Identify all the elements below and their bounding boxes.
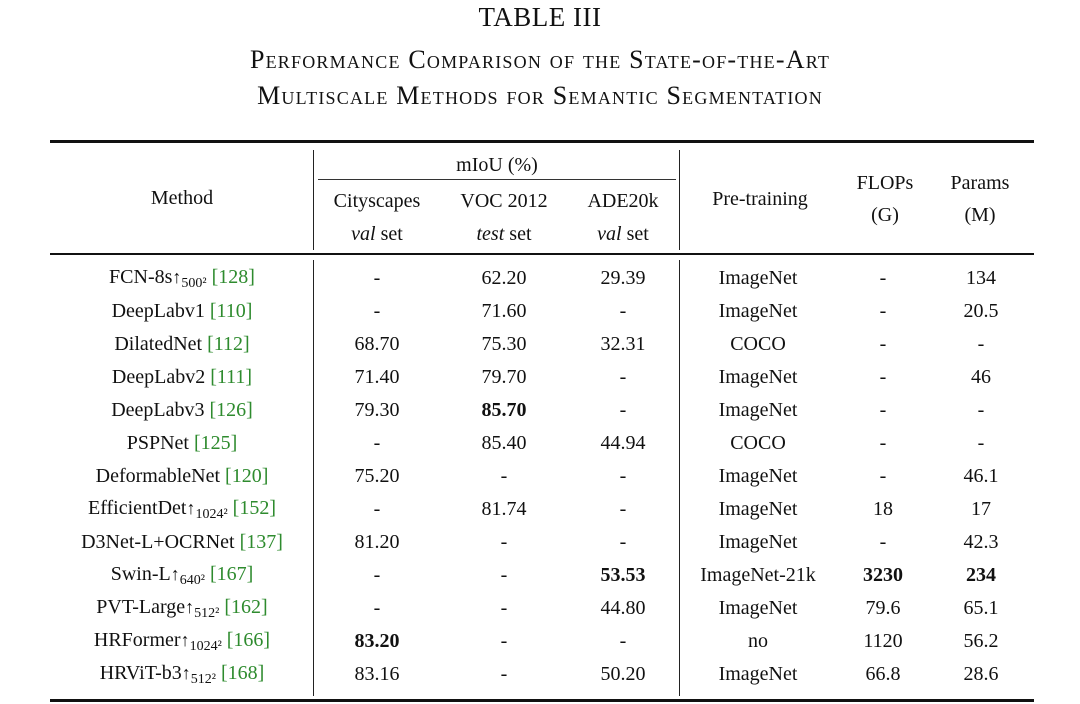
pretrain-cell: ImageNet — [718, 399, 798, 421]
method-name: D3Net-L+OCRNet — [81, 531, 235, 553]
pretrain-cell: ImageNet — [718, 663, 798, 685]
top-rule — [50, 140, 1034, 143]
citation-link[interactable]: [152] — [232, 496, 276, 519]
table-row — [50, 328, 1034, 361]
flops-cell: - — [879, 399, 887, 421]
method-cell — [50, 328, 314, 361]
voc-cell: - — [500, 531, 508, 553]
voc-cell: 79.70 — [481, 366, 527, 388]
cityscapes-cell: 83.20 — [354, 630, 400, 652]
method-name: PVT-Large — [96, 595, 186, 618]
table-title-line-2: Multiscale Methods for Semantic Segmentation — [257, 81, 823, 110]
params-cell: - — [977, 333, 985, 355]
method-cell — [50, 427, 314, 460]
method-name: DeformableNet — [95, 465, 221, 487]
method-cell — [50, 493, 314, 526]
flops-cell: 18 — [873, 498, 893, 520]
ade-cell: - — [619, 465, 627, 487]
voc-cell: 85.70 — [481, 399, 527, 421]
method-cell — [50, 262, 314, 295]
voc-cell: - — [500, 663, 508, 685]
upsample-arrow-icon: ↑ — [181, 662, 191, 683]
method-name: Swin-L — [110, 562, 171, 585]
params-cell: 20.5 — [963, 300, 999, 322]
table-row — [50, 460, 1034, 493]
header-flops: FLOPs — [856, 172, 914, 194]
upsample-arrow-icon: ↑ — [185, 596, 195, 617]
input-resolution: 500² — [181, 275, 207, 291]
table-row — [50, 559, 1034, 592]
table-row — [50, 262, 1034, 295]
table-row — [50, 658, 1034, 691]
upsample-arrow-icon: ↑ — [172, 266, 182, 287]
header-ade: ADE20k — [587, 190, 659, 212]
ade-cell: 29.39 — [600, 267, 646, 289]
flops-cell: 3230 — [863, 564, 903, 586]
table-row — [50, 493, 1034, 526]
cityscapes-cell: - — [373, 597, 381, 619]
params-cell: 234 — [966, 564, 996, 586]
table-row — [50, 361, 1034, 394]
table-row — [50, 526, 1034, 559]
params-cell: - — [977, 432, 985, 454]
header-flops-unit: (G) — [871, 204, 899, 226]
input-resolution: 640² — [179, 572, 205, 588]
method-name: EfficientDet — [87, 496, 187, 519]
pretrain-cell: ImageNet — [718, 465, 798, 487]
cityscapes-cell: - — [373, 432, 381, 454]
header-params-unit: (M) — [964, 204, 996, 226]
citation-link[interactable]: [126] — [209, 399, 253, 421]
method-name: DilatedNet — [114, 333, 203, 355]
table-number: TABLE III — [478, 2, 602, 32]
method-cell — [50, 460, 314, 493]
header-voc: VOC 2012 — [460, 190, 548, 212]
bottom-rule — [50, 699, 1034, 702]
method-cell — [50, 559, 314, 592]
citation-link[interactable]: [120] — [225, 465, 269, 487]
cityscapes-cell: 75.20 — [354, 465, 400, 487]
ade-cell: - — [619, 366, 627, 388]
voc-cell: - — [500, 597, 508, 619]
citation-link[interactable]: [112] — [207, 333, 250, 355]
cityscapes-cell: 68.70 — [354, 333, 400, 355]
pretrain-cell: ImageNet — [718, 597, 798, 619]
table-row — [50, 394, 1034, 427]
method-name: DeepLabv3 — [111, 399, 205, 421]
flops-cell: - — [879, 267, 887, 289]
citation-link[interactable]: [111] — [210, 366, 253, 388]
input-resolution: 1024² — [189, 638, 222, 654]
voc-cell: 71.60 — [481, 300, 527, 322]
upsample-arrow-icon: ↑ — [186, 497, 196, 518]
cityscapes-cell: 71.40 — [354, 366, 400, 388]
input-resolution: 1024² — [195, 506, 228, 522]
flops-cell: - — [879, 465, 887, 487]
ade-cell: 44.94 — [600, 432, 646, 454]
method-name: FCN-8s — [109, 265, 173, 288]
cityscapes-cell: - — [373, 300, 381, 322]
voc-cell: 85.40 — [481, 432, 527, 454]
ade-cell: - — [619, 300, 627, 322]
table-row — [50, 625, 1034, 658]
voc-cell: - — [500, 630, 508, 652]
citation-link[interactable]: [110] — [209, 300, 253, 322]
pretrain-cell: ImageNet — [718, 366, 798, 388]
voc-cell: - — [500, 465, 508, 487]
pretrain-cell: ImageNet — [718, 498, 798, 520]
cityscapes-cell: - — [373, 267, 381, 289]
params-cell: 46 — [971, 366, 991, 388]
input-resolution: 512² — [190, 671, 216, 687]
params-cell: 28.6 — [963, 663, 999, 685]
ade-cell: - — [619, 630, 627, 652]
params-cell: 134 — [966, 267, 996, 289]
cityscapes-cell: 81.20 — [354, 531, 400, 553]
method-name: HRFormer — [93, 628, 181, 651]
voc-cell: 62.20 — [481, 267, 527, 289]
header-cityscapes-set: val set — [351, 223, 403, 245]
citation-link[interactable]: [162] — [224, 595, 268, 618]
method-cell — [50, 625, 314, 658]
header-cityscapes: Cityscapes — [333, 190, 421, 212]
flops-cell: 66.8 — [865, 663, 901, 685]
method-cell — [50, 394, 314, 427]
pretrain-cell: COCO — [730, 432, 786, 454]
params-cell: 65.1 — [963, 597, 999, 619]
table-row — [50, 295, 1034, 328]
ade-cell: - — [619, 531, 627, 553]
method-name: DeepLabv2 — [111, 366, 206, 388]
pretrain-cell: ImageNet — [718, 267, 798, 289]
table-row — [50, 592, 1034, 625]
header-method: Method — [150, 187, 214, 209]
results-table — [50, 262, 1034, 691]
method-cell — [50, 592, 314, 625]
flops-cell: - — [879, 333, 887, 355]
method-name: PSPNet — [126, 432, 189, 454]
ade-cell: 50.20 — [600, 663, 646, 685]
input-resolution: 512² — [194, 605, 220, 621]
ade-cell: 44.80 — [600, 597, 646, 619]
header-voc-set: test set — [476, 223, 532, 245]
flops-cell: - — [879, 366, 887, 388]
upsample-arrow-icon: ↑ — [170, 563, 180, 584]
params-cell: 17 — [971, 498, 991, 520]
cityscapes-cell: - — [373, 498, 381, 520]
citation-link[interactable]: [166] — [226, 628, 271, 651]
pretrain-cell: ImageNet — [718, 531, 798, 553]
ade-cell: - — [619, 498, 627, 520]
ade-cell: 53.53 — [600, 564, 646, 586]
ade-cell: - — [619, 399, 627, 421]
cityscapes-cell: 83.16 — [354, 663, 400, 685]
voc-cell: 81.74 — [481, 498, 527, 520]
upsample-arrow-icon: ↑ — [180, 629, 190, 650]
params-cell: 56.2 — [963, 630, 999, 652]
method-name: HRViT-b3 — [99, 661, 182, 684]
citation-link[interactable]: [125] — [193, 432, 238, 454]
table-title-line-1: Performance Comparison of the State-of-the-Art — [249, 45, 831, 74]
method-name: DeepLabv1 — [111, 300, 205, 322]
header-ade-set: val set — [597, 223, 649, 245]
citation-link[interactable]: [167] — [209, 562, 254, 585]
flops-cell: 79.6 — [865, 597, 901, 619]
method-cell — [50, 658, 314, 691]
header-rule — [50, 253, 1034, 255]
pretrain-cell: COCO — [730, 333, 786, 355]
method-cell — [50, 526, 314, 559]
voc-cell: 75.30 — [481, 333, 527, 355]
citation-link[interactable]: [137] — [239, 531, 283, 553]
pretrain-cell: ImageNet — [718, 300, 798, 322]
header-pretraining: Pre-training — [712, 188, 808, 210]
flops-cell: - — [879, 300, 887, 322]
pretrain-cell: ImageNet-21k — [700, 564, 816, 586]
table-row — [50, 427, 1034, 460]
method-cell — [50, 361, 314, 394]
voc-cell: - — [500, 564, 508, 586]
pretrain-cell: no — [748, 630, 768, 652]
cityscapes-cell: - — [373, 564, 381, 586]
params-cell: - — [977, 399, 985, 421]
miou-group-rule — [318, 179, 676, 180]
flops-cell: - — [879, 531, 887, 553]
citation-link[interactable]: [168] — [220, 661, 265, 684]
header-miou: mIoU (%) — [456, 154, 538, 176]
flops-cell: - — [879, 432, 887, 454]
flops-cell: 1120 — [863, 630, 903, 652]
ade-cell: 32.31 — [600, 333, 646, 355]
header-params: Params — [950, 172, 1010, 194]
cityscapes-cell: 79.30 — [354, 399, 400, 421]
method-cell — [50, 295, 314, 328]
citation-link[interactable]: [128] — [211, 265, 255, 288]
params-cell: 46.1 — [963, 465, 999, 487]
params-cell: 42.3 — [963, 531, 999, 553]
